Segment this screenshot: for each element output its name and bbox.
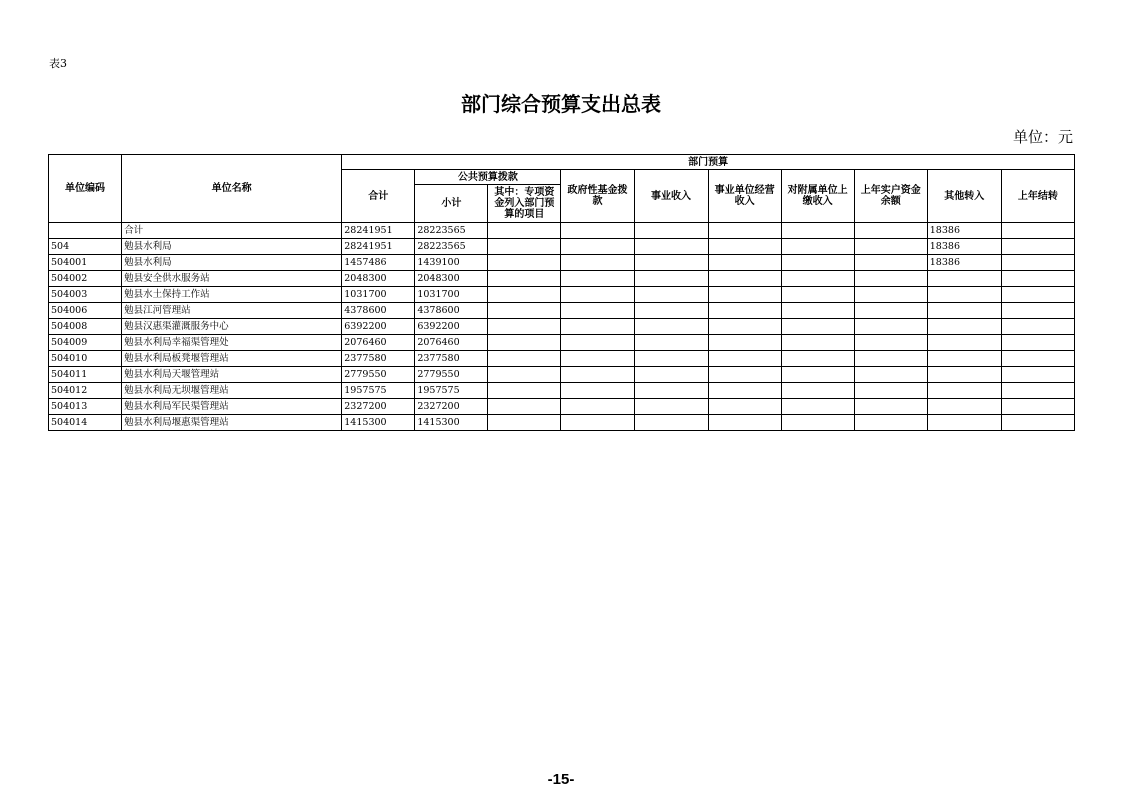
header-special-fund: 其中：专项资金列入部门预算的项目 <box>488 185 561 223</box>
cell-total: 2076460 <box>342 335 415 351</box>
cell-total: 2048300 <box>342 271 415 287</box>
cell-unit-code: 504011 <box>49 367 122 383</box>
cell-prev-balance <box>854 255 927 271</box>
cell-other-transfer <box>927 367 1001 383</box>
cell-subtotal: 1957575 <box>415 383 488 399</box>
cell-total: 1415300 <box>342 415 415 431</box>
cell-special-fund <box>488 303 561 319</box>
cell-prev-carryover <box>1001 335 1074 351</box>
cell-unit-code: 504008 <box>49 319 122 335</box>
header-unit-code: 单位编码 <box>49 155 122 223</box>
cell-subsidiary-income <box>781 303 854 319</box>
cell-total: 1031700 <box>342 287 415 303</box>
cell-gov-fund <box>561 239 634 255</box>
cell-subtotal: 1415300 <box>415 415 488 431</box>
cell-gov-fund <box>561 367 634 383</box>
cell-prev-balance <box>854 399 927 415</box>
cell-prev-balance <box>854 351 927 367</box>
cell-unit-code: 504014 <box>49 415 122 431</box>
cell-unit-code: 504001 <box>49 255 122 271</box>
cell-business-op-income <box>708 383 781 399</box>
cell-other-transfer <box>927 319 1001 335</box>
cell-special-fund <box>488 255 561 271</box>
page-number: -15- <box>547 771 575 788</box>
cell-unit-name: 勉县水利局军民渠管理站 <box>122 399 342 415</box>
header-public-budget: 公共预算拨款 <box>415 170 561 185</box>
cell-prev-carryover <box>1001 399 1074 415</box>
cell-business-op-income <box>708 351 781 367</box>
cell-special-fund <box>488 351 561 367</box>
cell-subsidiary-income <box>781 239 854 255</box>
cell-prev-carryover <box>1001 351 1074 367</box>
cell-gov-fund <box>561 223 634 239</box>
cell-business-income <box>634 287 708 303</box>
cell-total: 2327200 <box>342 399 415 415</box>
cell-unit-name: 合计 <box>122 223 342 239</box>
cell-business-income <box>634 335 708 351</box>
cell-unit-name: 勉县水利局 <box>122 239 342 255</box>
cell-other-transfer <box>927 303 1001 319</box>
cell-gov-fund <box>561 319 634 335</box>
cell-subsidiary-income <box>781 223 854 239</box>
cell-business-income <box>634 271 708 287</box>
cell-subtotal: 6392200 <box>415 319 488 335</box>
header-total: 合计 <box>342 170 415 223</box>
cell-business-income <box>634 367 708 383</box>
cell-special-fund <box>488 223 561 239</box>
header-prev-balance: 上年实户资金余额 <box>854 170 927 223</box>
cell-prev-carryover <box>1001 383 1074 399</box>
cell-prev-balance <box>854 303 927 319</box>
cell-prev-balance <box>854 287 927 303</box>
header-gov-fund: 政府性基金拨款 <box>561 170 634 223</box>
cell-unit-code: 504 <box>49 239 122 255</box>
cell-other-transfer: 18386 <box>927 239 1001 255</box>
cell-unit-name: 勉县水利局幸福渠管理处 <box>122 335 342 351</box>
table-row <box>49 351 1075 367</box>
cell-total: 2779550 <box>342 367 415 383</box>
cell-prev-carryover <box>1001 415 1074 431</box>
cell-special-fund <box>488 271 561 287</box>
cell-subtotal: 2327200 <box>415 399 488 415</box>
header-dept-budget: 部门预算 <box>342 155 1075 170</box>
cell-prev-carryover <box>1001 255 1074 271</box>
cell-subsidiary-income <box>781 415 854 431</box>
cell-unit-code <box>49 223 122 239</box>
cell-other-transfer: 18386 <box>927 255 1001 271</box>
cell-prev-carryover <box>1001 319 1074 335</box>
cell-unit-code: 504010 <box>49 351 122 367</box>
cell-business-op-income <box>708 255 781 271</box>
page-title: 部门综合预算支出总表 <box>461 92 661 116</box>
cell-business-op-income <box>708 399 781 415</box>
table-row <box>49 223 1075 239</box>
cell-prev-balance <box>854 223 927 239</box>
header-other-transfer: 其他转入 <box>927 170 1001 223</box>
cell-special-fund <box>488 239 561 255</box>
cell-gov-fund <box>561 383 634 399</box>
cell-other-transfer <box>927 287 1001 303</box>
header-business-op-income: 事业单位经营收入 <box>708 170 781 223</box>
cell-prev-carryover <box>1001 287 1074 303</box>
cell-business-op-income <box>708 239 781 255</box>
cell-unit-code: 504012 <box>49 383 122 399</box>
cell-total: 28241951 <box>342 223 415 239</box>
cell-subtotal: 2076460 <box>415 335 488 351</box>
cell-business-income <box>634 319 708 335</box>
cell-other-transfer: 18386 <box>927 223 1001 239</box>
cell-prev-carryover <box>1001 223 1074 239</box>
cell-total: 1957575 <box>342 383 415 399</box>
cell-business-income <box>634 255 708 271</box>
cell-business-op-income <box>708 271 781 287</box>
cell-special-fund <box>488 335 561 351</box>
header-subsidiary-income: 对附属单位上缴收入 <box>781 170 854 223</box>
cell-prev-carryover <box>1001 271 1074 287</box>
cell-total: 28241951 <box>342 239 415 255</box>
cell-subsidiary-income <box>781 287 854 303</box>
header-unit-name: 单位名称 <box>122 155 342 223</box>
cell-other-transfer <box>927 415 1001 431</box>
table-row <box>49 383 1075 399</box>
cell-subtotal: 2377580 <box>415 351 488 367</box>
cell-subsidiary-income <box>781 367 854 383</box>
cell-business-income <box>634 415 708 431</box>
cell-business-op-income <box>708 319 781 335</box>
cell-special-fund <box>488 287 561 303</box>
cell-business-op-income <box>708 367 781 383</box>
unit-label: 单位：元 <box>1012 128 1073 146</box>
cell-unit-name: 勉县水土保持工作站 <box>122 287 342 303</box>
cell-prev-balance <box>854 383 927 399</box>
table-row <box>49 287 1075 303</box>
cell-gov-fund <box>561 351 634 367</box>
table-row <box>49 239 1075 255</box>
table-row <box>49 335 1075 351</box>
cell-prev-balance <box>854 335 927 351</box>
cell-unit-name: 勉县水利局板凳堰管理站 <box>122 351 342 367</box>
cell-gov-fund <box>561 255 634 271</box>
cell-business-income <box>634 303 708 319</box>
cell-special-fund <box>488 383 561 399</box>
cell-subtotal: 28223565 <box>415 239 488 255</box>
cell-unit-code: 504006 <box>49 303 122 319</box>
cell-gov-fund <box>561 287 634 303</box>
cell-business-op-income <box>708 415 781 431</box>
cell-business-op-income <box>708 335 781 351</box>
cell-prev-balance <box>854 271 927 287</box>
table-number: 表3 <box>49 57 67 70</box>
cell-prev-balance <box>854 319 927 335</box>
cell-prev-balance <box>854 367 927 383</box>
cell-subsidiary-income <box>781 319 854 335</box>
cell-special-fund <box>488 367 561 383</box>
cell-subtotal: 28223565 <box>415 223 488 239</box>
table-row <box>49 255 1075 271</box>
table-row <box>49 271 1075 287</box>
cell-prev-balance <box>854 415 927 431</box>
cell-business-income <box>634 223 708 239</box>
cell-total: 1457486 <box>342 255 415 271</box>
cell-prev-carryover <box>1001 239 1074 255</box>
cell-subsidiary-income <box>781 399 854 415</box>
cell-unit-code: 504013 <box>49 399 122 415</box>
cell-other-transfer <box>927 271 1001 287</box>
cell-unit-code: 504003 <box>49 287 122 303</box>
cell-unit-name: 勉县江河管理站 <box>122 303 342 319</box>
cell-subsidiary-income <box>781 335 854 351</box>
cell-business-income <box>634 399 708 415</box>
header-business-income: 事业收入 <box>634 170 708 223</box>
cell-business-income <box>634 351 708 367</box>
cell-gov-fund <box>561 303 634 319</box>
cell-special-fund <box>488 399 561 415</box>
cell-special-fund <box>488 319 561 335</box>
cell-subsidiary-income <box>781 383 854 399</box>
header-subtotal: 小计 <box>415 185 488 223</box>
header-prev-carryover: 上年结转 <box>1001 170 1074 223</box>
cell-business-op-income <box>708 303 781 319</box>
cell-subsidiary-income <box>781 271 854 287</box>
table-row <box>49 399 1075 415</box>
cell-gov-fund <box>561 271 634 287</box>
cell-gov-fund <box>561 399 634 415</box>
cell-total: 2377580 <box>342 351 415 367</box>
cell-prev-balance <box>854 239 927 255</box>
cell-total: 6392200 <box>342 319 415 335</box>
cell-business-income <box>634 239 708 255</box>
cell-special-fund <box>488 415 561 431</box>
cell-business-op-income <box>708 223 781 239</box>
cell-other-transfer <box>927 399 1001 415</box>
cell-business-income <box>634 383 708 399</box>
cell-subtotal: 1031700 <box>415 287 488 303</box>
cell-gov-fund <box>561 335 634 351</box>
cell-unit-name: 勉县水利局堰惠渠管理站 <box>122 415 342 431</box>
cell-other-transfer <box>927 351 1001 367</box>
table-row <box>49 319 1075 335</box>
cell-unit-name: 勉县安全供水服务站 <box>122 271 342 287</box>
cell-total: 4378600 <box>342 303 415 319</box>
cell-unit-name: 勉县水利局天堰管理站 <box>122 367 342 383</box>
cell-subtotal: 1439100 <box>415 255 488 271</box>
cell-business-op-income <box>708 287 781 303</box>
cell-subtotal: 2048300 <box>415 271 488 287</box>
cell-unit-name: 勉县水利局无坝堰管理站 <box>122 383 342 399</box>
cell-gov-fund <box>561 415 634 431</box>
cell-unit-name: 勉县汉惠渠灌溉服务中心 <box>122 319 342 335</box>
table-row <box>49 367 1075 383</box>
cell-other-transfer <box>927 383 1001 399</box>
cell-other-transfer <box>927 335 1001 351</box>
cell-subsidiary-income <box>781 255 854 271</box>
cell-subsidiary-income <box>781 351 854 367</box>
cell-unit-code: 504009 <box>49 335 122 351</box>
cell-unit-code: 504002 <box>49 271 122 287</box>
table-row <box>49 415 1075 431</box>
cell-subtotal: 2779550 <box>415 367 488 383</box>
table-row <box>49 303 1075 319</box>
cell-prev-carryover <box>1001 367 1074 383</box>
cell-subtotal: 4378600 <box>415 303 488 319</box>
cell-unit-name: 勉县水利局 <box>122 255 342 271</box>
cell-prev-carryover <box>1001 303 1074 319</box>
budget-table <box>48 154 1075 431</box>
